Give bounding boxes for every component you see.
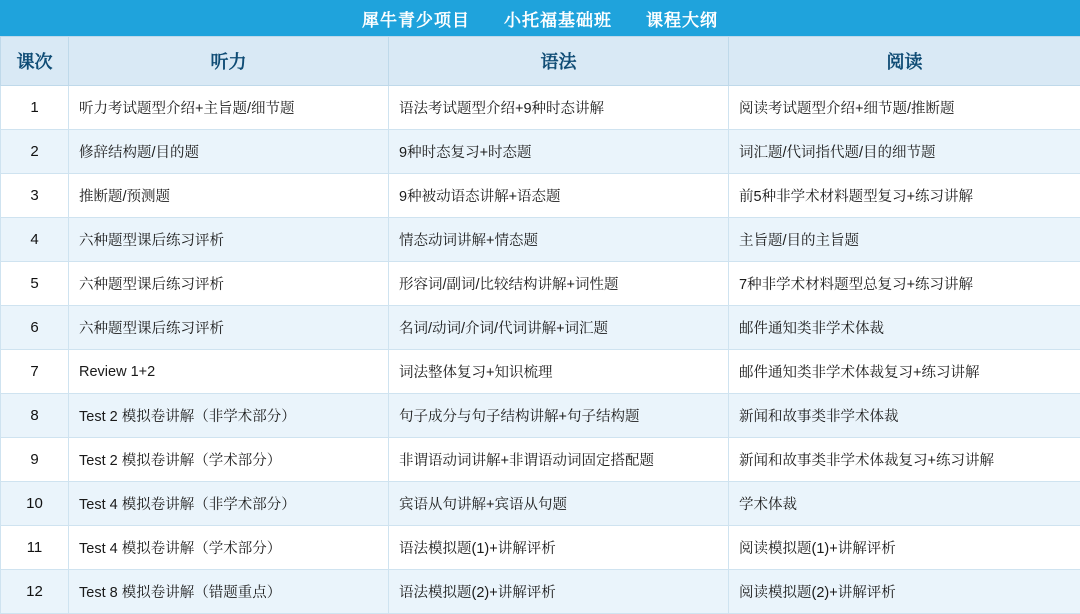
table-row bbox=[1, 394, 1080, 438]
table-row bbox=[1, 438, 1080, 482]
cell-reading: 词汇题/代词指代题/目的细节题 bbox=[729, 130, 1080, 174]
table-header-row bbox=[1, 37, 1080, 86]
table-row bbox=[1, 262, 1080, 306]
column-header-grammar: 语法 bbox=[389, 37, 729, 86]
cell-index: 12 bbox=[1, 570, 69, 614]
cell-grammar: 宾语从句讲解+宾语从句题 bbox=[389, 482, 729, 526]
cell-listening: 修辞结构题/目的题 bbox=[69, 130, 389, 174]
cell-index: 5 bbox=[1, 262, 69, 306]
table-row bbox=[1, 130, 1080, 174]
table-body bbox=[1, 86, 1080, 614]
cell-listening: 听力考试题型介绍+主旨题/细节题 bbox=[69, 86, 389, 130]
table-row bbox=[1, 306, 1080, 350]
cell-grammar: 名词/动词/介词/代词讲解+词汇题 bbox=[389, 306, 729, 350]
cell-grammar: 情态动词讲解+情态题 bbox=[389, 218, 729, 262]
cell-reading: 前5种非学术材料题型复习+练习讲解 bbox=[729, 174, 1080, 218]
column-header-index: 课次 bbox=[1, 37, 69, 86]
cell-listening: Test 4 模拟卷讲解（非学术部分） bbox=[69, 482, 389, 526]
cell-reading: 新闻和故事类非学术体裁复习+练习讲解 bbox=[729, 438, 1080, 482]
table-row bbox=[1, 218, 1080, 262]
cell-listening: Test 4 模拟卷讲解（学术部分） bbox=[69, 526, 389, 570]
cell-grammar: 语法模拟题(1)+讲解评析 bbox=[389, 526, 729, 570]
cell-index: 10 bbox=[1, 482, 69, 526]
cell-listening: Test 2 模拟卷讲解（非学术部分） bbox=[69, 394, 389, 438]
cell-listening: 六种题型课后练习评析 bbox=[69, 262, 389, 306]
cell-grammar: 9种时态复习+时态题 bbox=[389, 130, 729, 174]
table-row bbox=[1, 570, 1080, 614]
cell-grammar: 语法考试题型介绍+9种时态讲解 bbox=[389, 86, 729, 130]
cell-index: 2 bbox=[1, 130, 69, 174]
cell-index: 6 bbox=[1, 306, 69, 350]
cell-index: 7 bbox=[1, 350, 69, 394]
cell-listening: Test 8 模拟卷讲解（错题重点） bbox=[69, 570, 389, 614]
cell-listening: Test 2 模拟卷讲解（学术部分） bbox=[69, 438, 389, 482]
cell-reading: 新闻和故事类非学术体裁 bbox=[729, 394, 1080, 438]
cell-index: 8 bbox=[1, 394, 69, 438]
cell-index: 1 bbox=[1, 86, 69, 130]
cell-index: 4 bbox=[1, 218, 69, 262]
course-outline-table bbox=[0, 36, 1080, 614]
cell-index: 3 bbox=[1, 174, 69, 218]
table-row bbox=[1, 526, 1080, 570]
table-row bbox=[1, 174, 1080, 218]
table-header bbox=[1, 37, 1080, 86]
cell-grammar: 9种被动语态讲解+语态题 bbox=[389, 174, 729, 218]
cell-index: 11 bbox=[1, 526, 69, 570]
cell-reading: 主旨题/目的主旨题 bbox=[729, 218, 1080, 262]
cell-grammar: 形容词/副词/比较结构讲解+词性题 bbox=[389, 262, 729, 306]
cell-grammar: 语法模拟题(2)+讲解评析 bbox=[389, 570, 729, 614]
cell-reading: 阅读考试题型介绍+细节题/推断题 bbox=[729, 86, 1080, 130]
title-segment-course: 小托福基础班 bbox=[504, 6, 612, 31]
title-segment-outline: 课程大纲 bbox=[646, 6, 718, 31]
cell-listening: Review 1+2 bbox=[69, 350, 389, 394]
column-header-reading: 阅读 bbox=[729, 37, 1080, 86]
title-segment-program: 犀牛青少项目 bbox=[362, 6, 470, 31]
cell-reading: 阅读模拟题(2)+讲解评析 bbox=[729, 570, 1080, 614]
cell-listening: 推断题/预测题 bbox=[69, 174, 389, 218]
table-row bbox=[1, 482, 1080, 526]
table-row bbox=[1, 350, 1080, 394]
cell-reading: 阅读模拟题(1)+讲解评析 bbox=[729, 526, 1080, 570]
title-bar bbox=[0, 0, 1080, 36]
cell-grammar: 词法整体复习+知识梳理 bbox=[389, 350, 729, 394]
cell-reading: 学术体裁 bbox=[729, 482, 1080, 526]
cell-reading: 邮件通知类非学术体裁 bbox=[729, 306, 1080, 350]
cell-listening: 六种题型课后练习评析 bbox=[69, 306, 389, 350]
cell-listening: 六种题型课后练习评析 bbox=[69, 218, 389, 262]
cell-grammar: 句子成分与句子结构讲解+句子结构题 bbox=[389, 394, 729, 438]
cell-reading: 邮件通知类非学术体裁复习+练习讲解 bbox=[729, 350, 1080, 394]
cell-reading: 7种非学术材料题型总复习+练习讲解 bbox=[729, 262, 1080, 306]
column-header-listening: 听力 bbox=[69, 37, 389, 86]
table-row bbox=[1, 86, 1080, 130]
cell-index: 9 bbox=[1, 438, 69, 482]
cell-grammar: 非谓语动词讲解+非谓语动词固定搭配题 bbox=[389, 438, 729, 482]
